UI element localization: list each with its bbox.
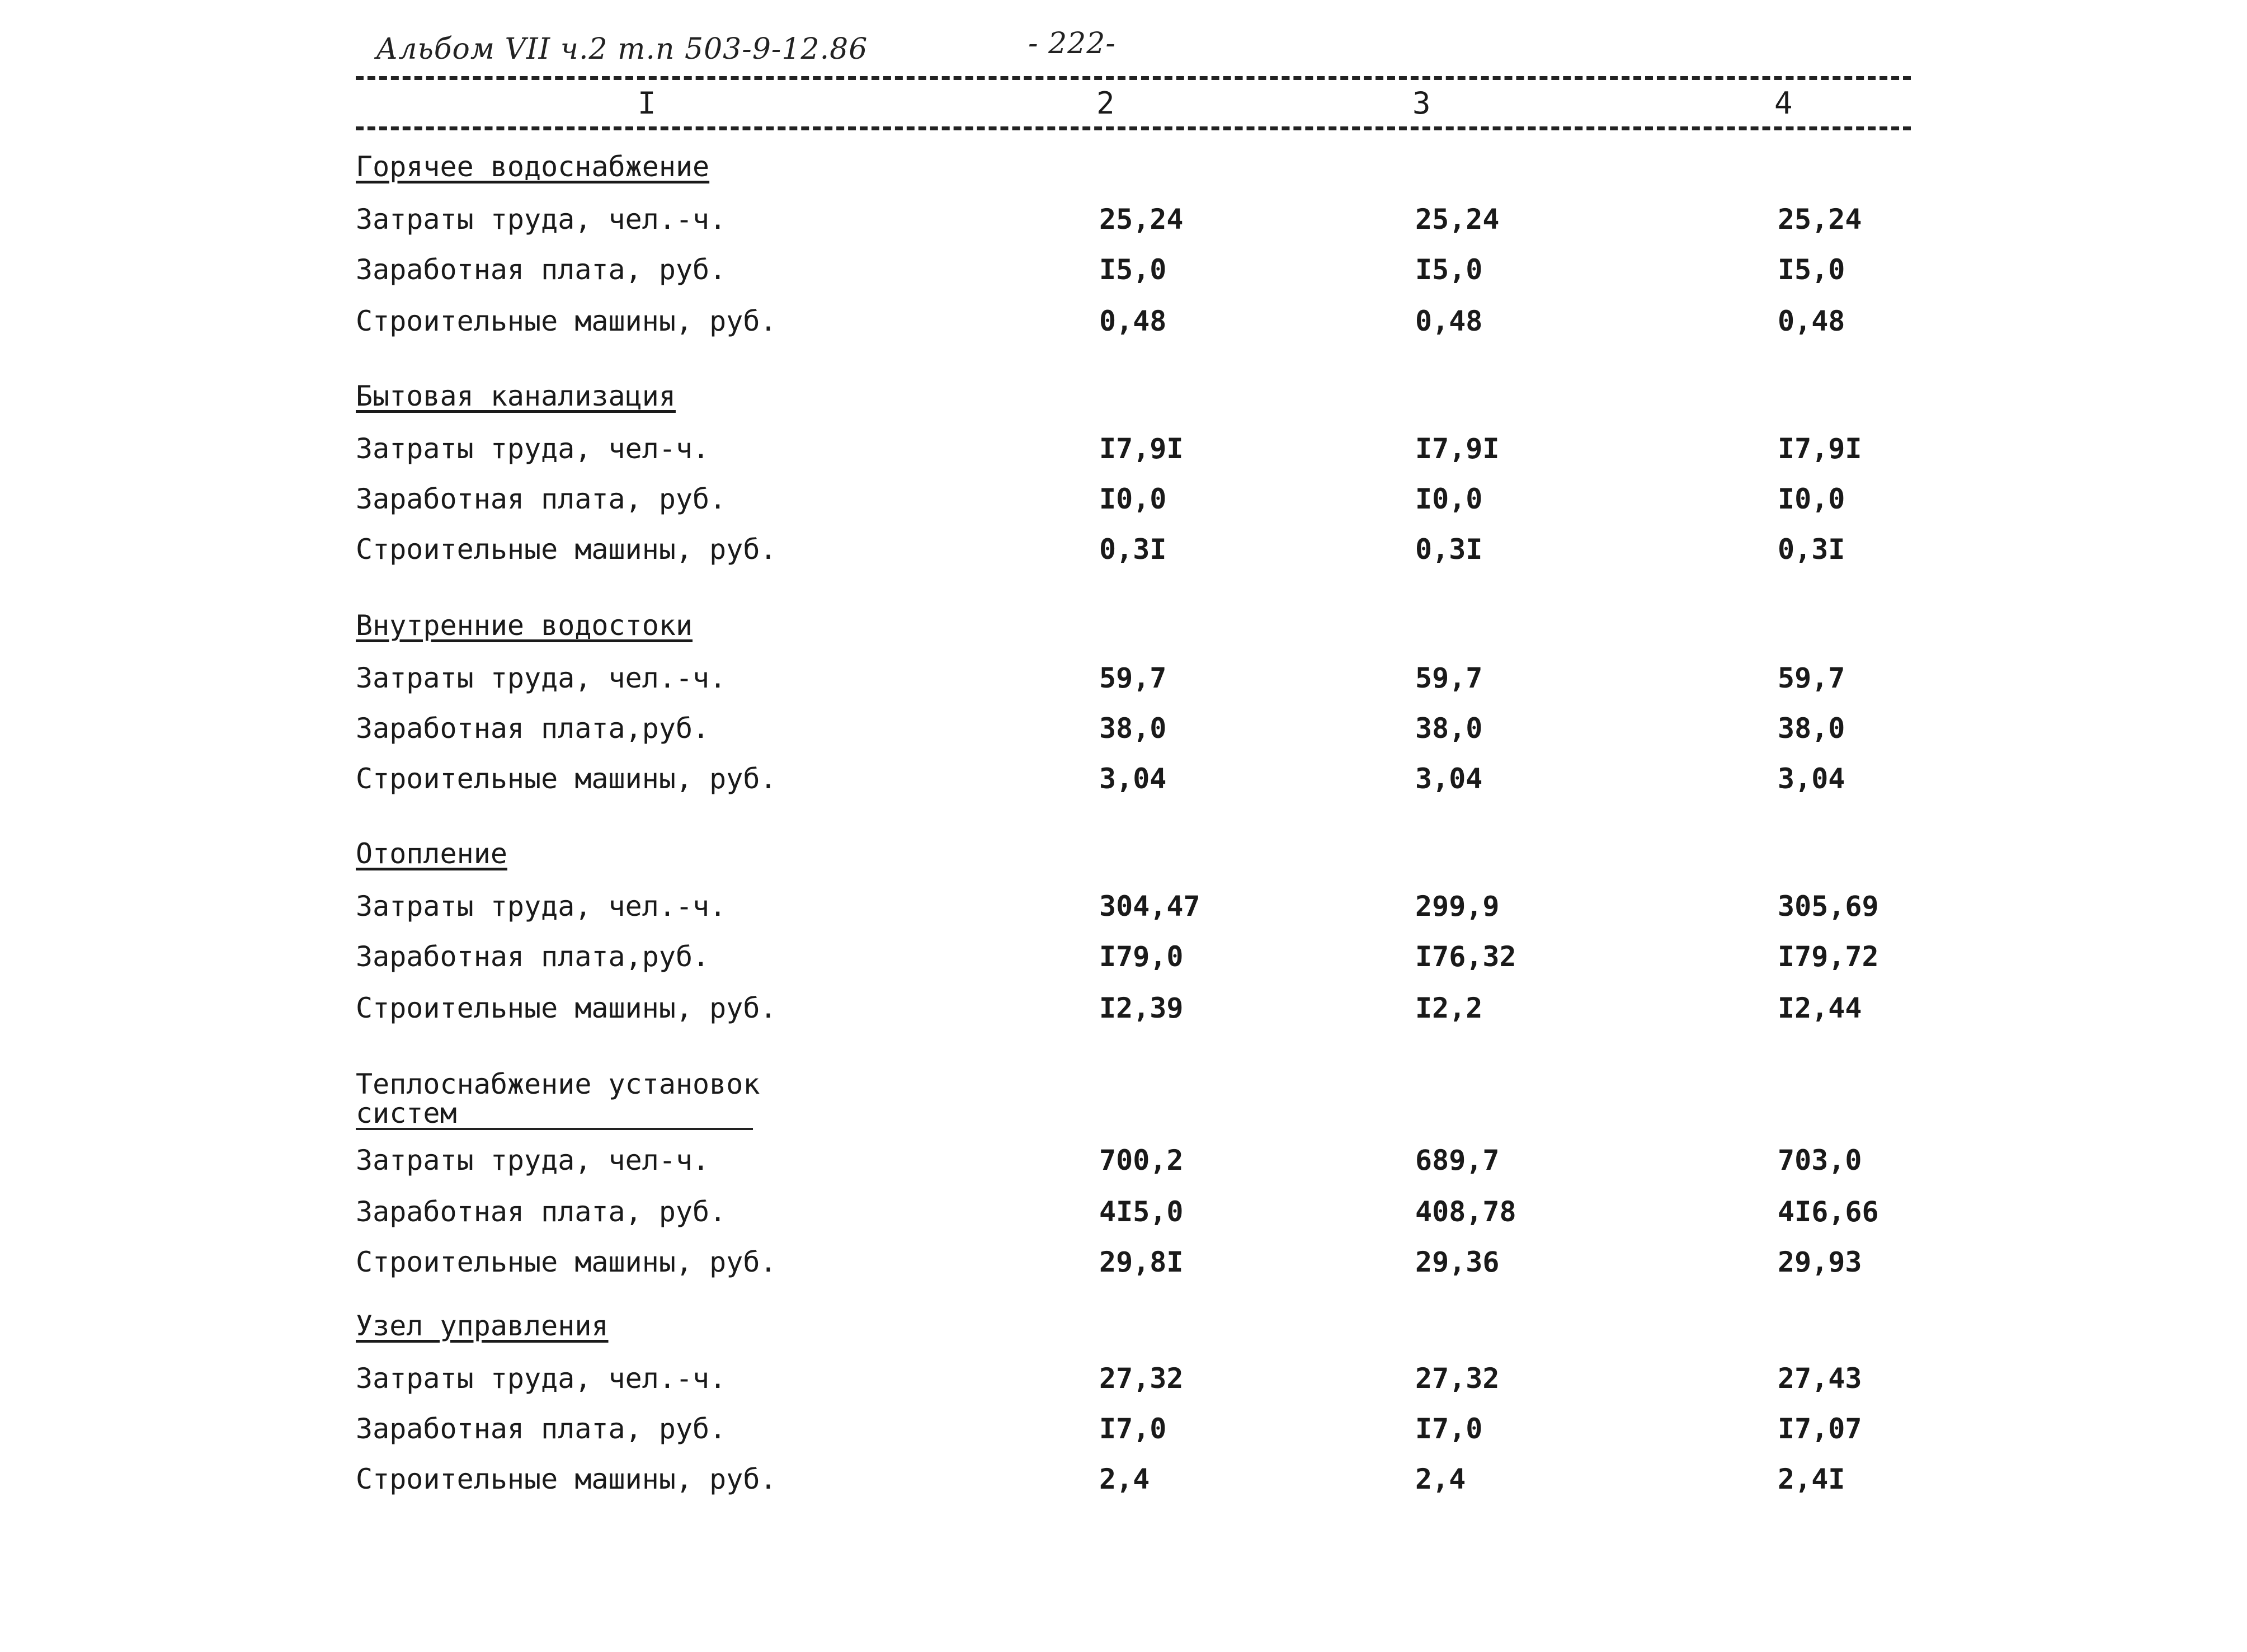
value-col-3: I7,0 bbox=[1415, 1413, 1483, 1445]
value-col-4: 0,48 bbox=[1778, 305, 1845, 337]
value-col-2: 700,2 bbox=[1099, 1144, 1184, 1176]
value-col-3: I0,0 bbox=[1415, 483, 1483, 515]
value-col-2: I2,39 bbox=[1099, 992, 1184, 1024]
value-col-4: 0,3I bbox=[1778, 533, 1845, 566]
value-col-2: 25,24 bbox=[1099, 203, 1184, 236]
row-label: Заработная плата,руб. bbox=[356, 940, 710, 973]
value-col-2: I79,0 bbox=[1099, 940, 1184, 973]
value-col-4: 59,7 bbox=[1778, 662, 1845, 694]
value-col-4: 305,69 bbox=[1778, 890, 1879, 923]
row-label: Затраты труда, чел-ч. bbox=[356, 1144, 710, 1176]
row-label: Заработная плата, руб. bbox=[356, 1196, 727, 1228]
value-col-4: I0,0 bbox=[1778, 483, 1845, 515]
value-col-3: 408,78 bbox=[1415, 1196, 1516, 1228]
album-reference: Альбом VII ч.2 т.п 503-9-12.86 bbox=[376, 32, 868, 66]
value-col-2: I5,0 bbox=[1099, 253, 1167, 286]
value-col-3: 0,48 bbox=[1415, 305, 1483, 337]
value-col-3: I76,32 bbox=[1415, 940, 1516, 973]
value-col-3: 27,32 bbox=[1415, 1362, 1500, 1395]
value-col-2: 2,4 bbox=[1099, 1463, 1150, 1495]
value-col-2: 29,8I bbox=[1099, 1246, 1184, 1278]
row-label: Строительные машины, руб. bbox=[356, 763, 777, 795]
row-label: Затраты труда, чел-ч. bbox=[356, 432, 710, 465]
value-col-4: 27,43 bbox=[1778, 1362, 1862, 1395]
column-header-4: 4 bbox=[1774, 86, 1793, 121]
row-label: Затраты труда, чел.-ч. bbox=[356, 662, 727, 694]
value-col-3: 25,24 bbox=[1415, 203, 1500, 236]
value-col-3: 2,4 bbox=[1415, 1463, 1466, 1495]
value-col-3: 29,36 bbox=[1415, 1246, 1500, 1278]
value-col-2: I0,0 bbox=[1099, 483, 1167, 515]
value-col-4: 4I6,66 bbox=[1778, 1196, 1879, 1228]
value-col-3: I7,9I bbox=[1415, 432, 1500, 465]
row-label: Строительные машины, руб. bbox=[356, 1463, 777, 1495]
section-title: Бытовая канализация bbox=[356, 380, 676, 412]
value-col-2: I7,0 bbox=[1099, 1413, 1167, 1445]
value-col-4: 2,4I bbox=[1778, 1463, 1845, 1495]
row-label: Заработная плата, руб. bbox=[356, 253, 727, 286]
value-col-3: 38,0 bbox=[1415, 712, 1483, 745]
value-col-4: I5,0 bbox=[1778, 253, 1845, 286]
value-col-4: 25,24 bbox=[1778, 203, 1862, 236]
row-label: Строительные машины, руб. bbox=[356, 992, 777, 1024]
section-title: Горячее водоснабжение bbox=[356, 150, 710, 183]
page-number: - 222- bbox=[1028, 27, 1116, 60]
row-label: Затраты труда, чел.-ч. bbox=[356, 203, 727, 236]
column-header-3: 3 bbox=[1412, 86, 1431, 121]
section-title-line1: Теплоснабжение установок bbox=[356, 1068, 760, 1100]
section-title-line2: систем bbox=[356, 1099, 753, 1130]
header-rule-bottom bbox=[356, 126, 1911, 130]
header-rule-top bbox=[356, 76, 1911, 80]
value-col-4: I7,9I bbox=[1778, 432, 1862, 465]
section-title: Узел управления bbox=[356, 1310, 609, 1342]
value-col-2: I7,9I bbox=[1099, 432, 1184, 465]
value-col-4: I79,72 bbox=[1778, 940, 1879, 973]
value-col-3: I2,2 bbox=[1415, 992, 1483, 1024]
row-label: Затраты труда, чел.-ч. bbox=[356, 890, 727, 923]
value-col-4: 29,93 bbox=[1778, 1246, 1862, 1278]
value-col-2: 3,04 bbox=[1099, 763, 1167, 795]
value-col-2: 304,47 bbox=[1099, 890, 1200, 923]
value-col-3: 59,7 bbox=[1415, 662, 1483, 694]
column-header-1: I bbox=[638, 86, 656, 121]
row-label: Заработная плата, руб. bbox=[356, 1413, 727, 1445]
value-col-3: 689,7 bbox=[1415, 1144, 1500, 1176]
value-col-2: 38,0 bbox=[1099, 712, 1167, 745]
value-col-4: I7,07 bbox=[1778, 1413, 1862, 1445]
section-title: Внутренние водостоки bbox=[356, 609, 693, 642]
value-col-4: I2,44 bbox=[1778, 992, 1862, 1024]
value-col-2: 0,3I bbox=[1099, 533, 1167, 566]
row-label: Строительные машины, руб. bbox=[356, 1246, 777, 1278]
value-col-3: 299,9 bbox=[1415, 890, 1500, 923]
value-col-2: 4I5,0 bbox=[1099, 1196, 1184, 1228]
value-col-4: 38,0 bbox=[1778, 712, 1845, 745]
row-label: Строительные машины, руб. bbox=[356, 533, 777, 566]
row-label: Заработная плата, руб. bbox=[356, 483, 727, 515]
value-col-3: I5,0 bbox=[1415, 253, 1483, 286]
value-col-3: 0,3I bbox=[1415, 533, 1483, 566]
row-label: Заработная плата,руб. bbox=[356, 712, 710, 745]
section-title bbox=[356, 1070, 760, 1130]
column-header-2: 2 bbox=[1096, 86, 1115, 121]
value-col-2: 0,48 bbox=[1099, 305, 1167, 337]
value-col-2: 27,32 bbox=[1099, 1362, 1184, 1395]
value-col-2: 59,7 bbox=[1099, 662, 1167, 694]
row-label: Строительные машины, руб. bbox=[356, 305, 777, 337]
value-col-4: 703,0 bbox=[1778, 1144, 1862, 1176]
section-title: Отопление bbox=[356, 837, 507, 870]
row-label: Затраты труда, чел.-ч. bbox=[356, 1362, 727, 1395]
value-col-4: 3,04 bbox=[1778, 763, 1845, 795]
value-col-3: 3,04 bbox=[1415, 763, 1483, 795]
